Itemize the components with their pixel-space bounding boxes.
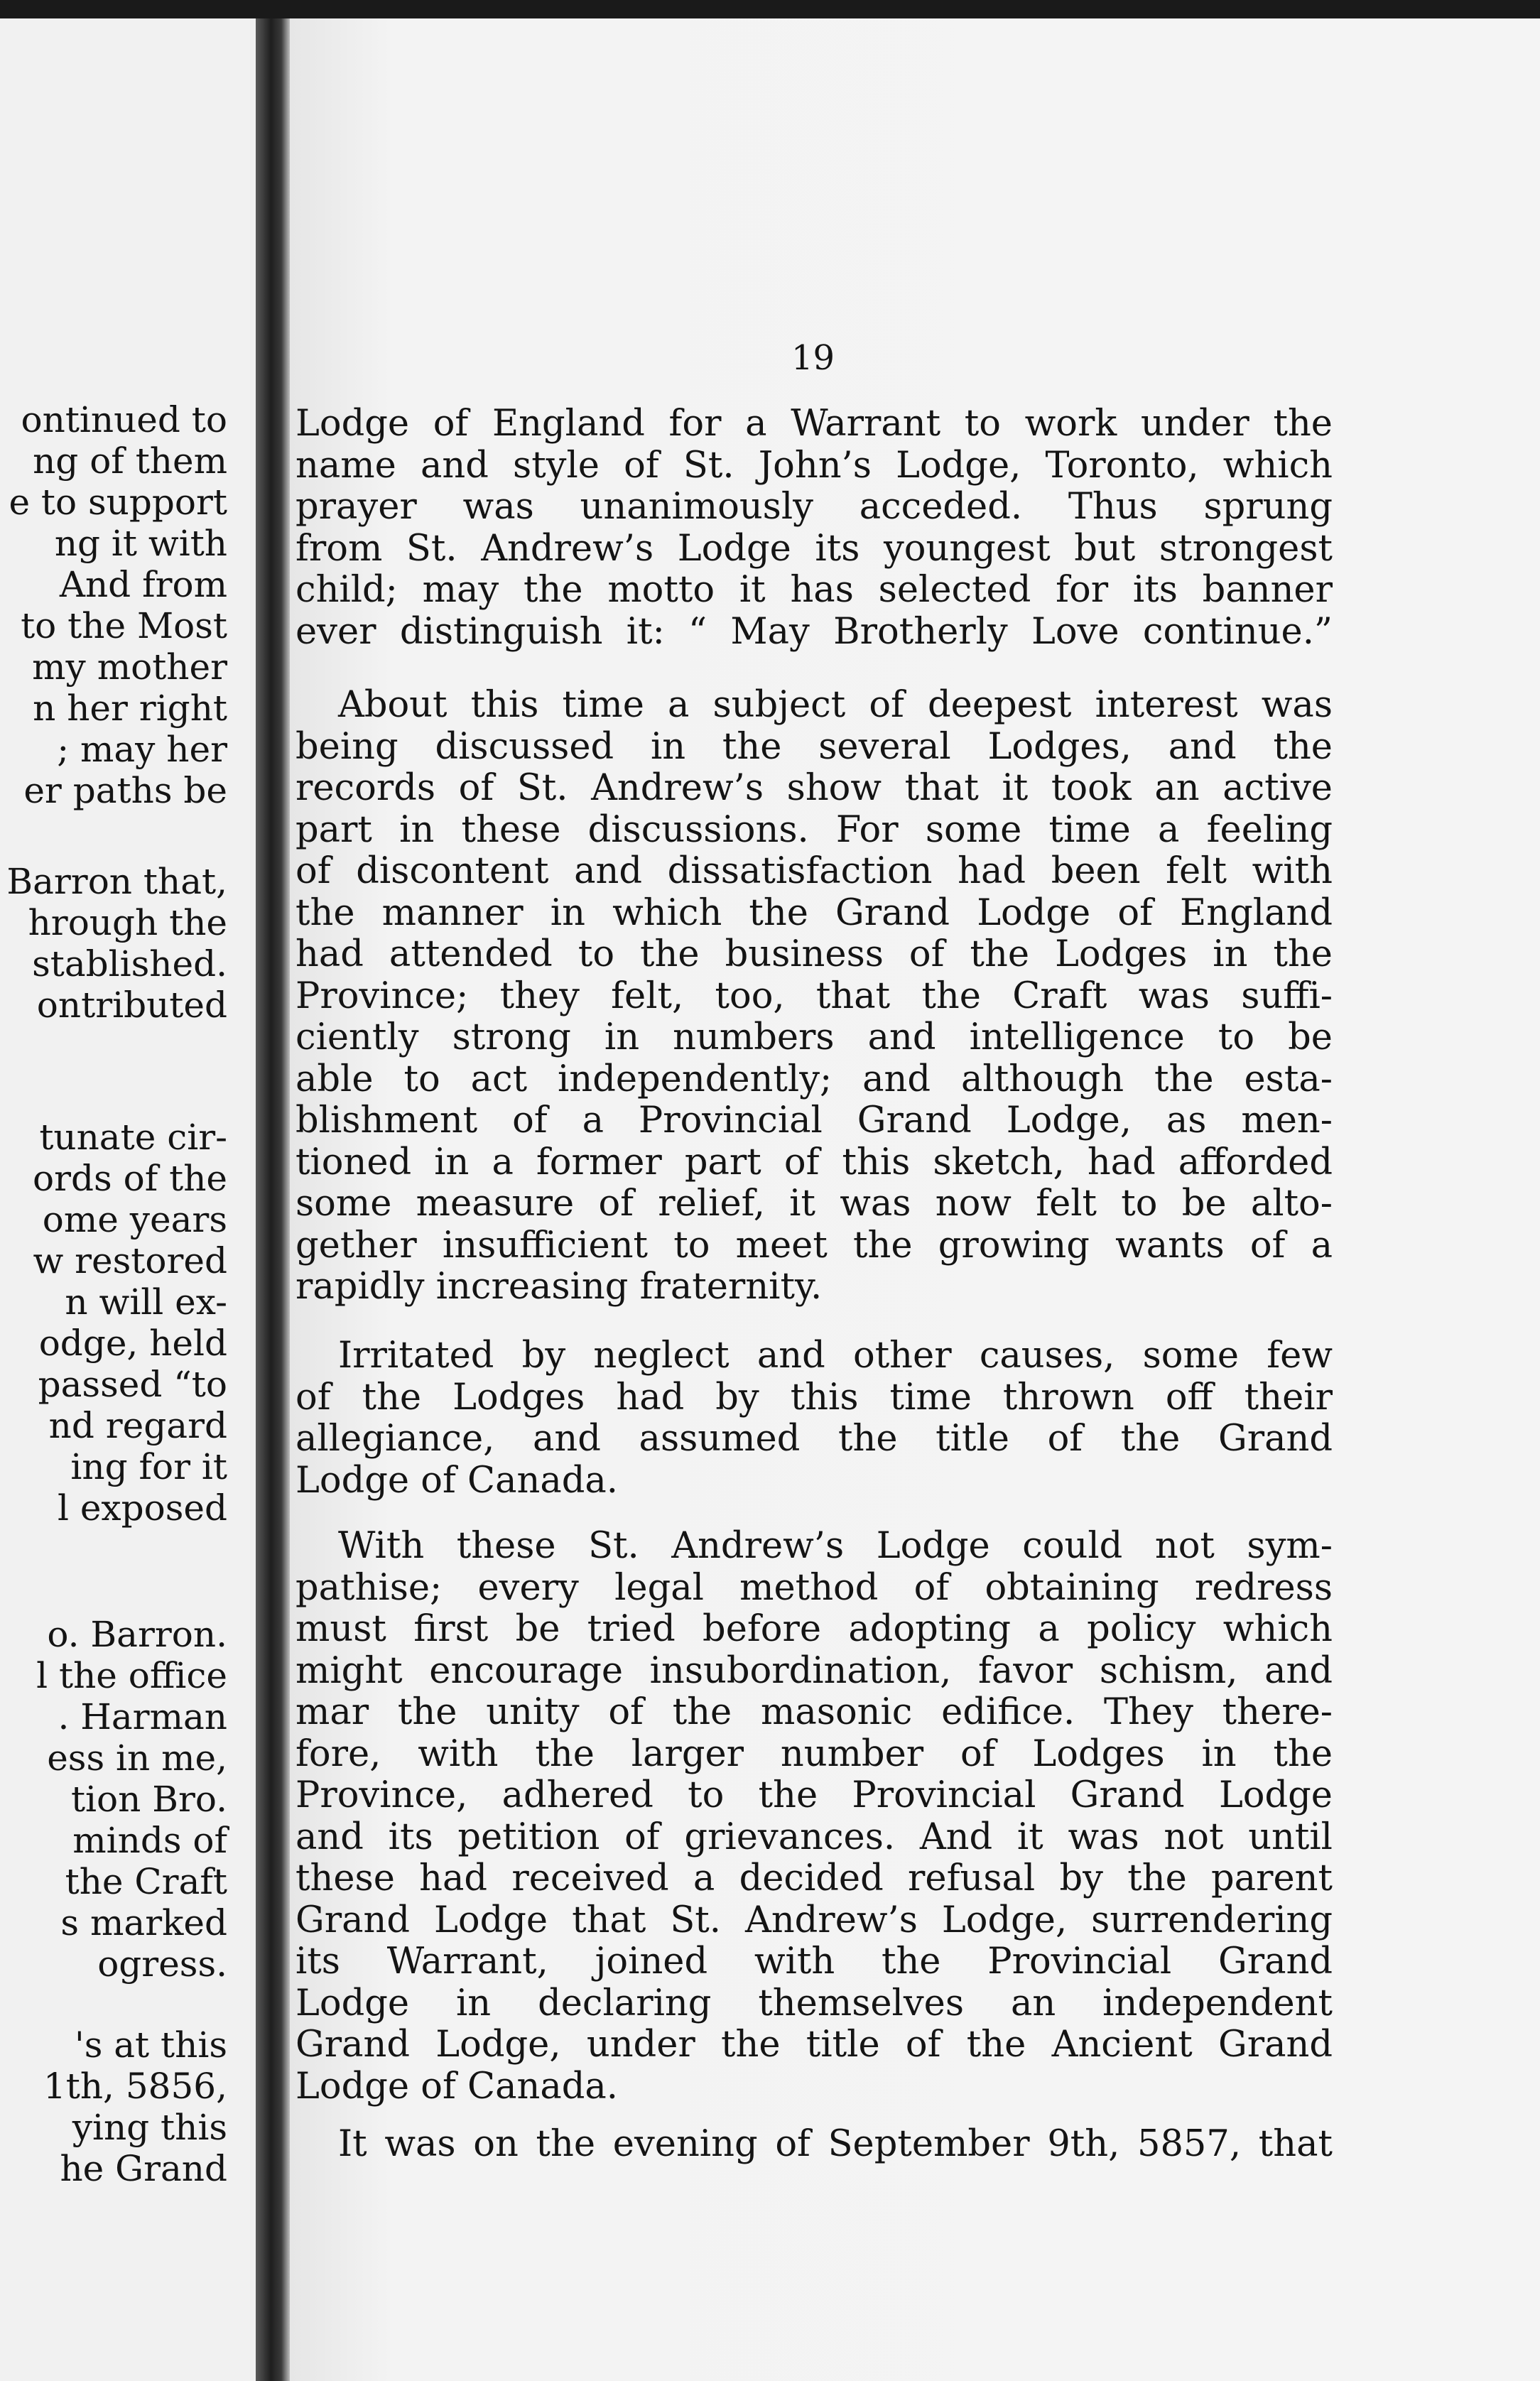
left-page-line: ; may her — [57, 729, 227, 770]
left-page-line: w restored — [33, 1240, 227, 1281]
scan-top-edge — [0, 0, 1540, 18]
paragraph-3 — [295, 1335, 1333, 1502]
left-page-line: stablished. — [32, 943, 227, 985]
text-line: the manner in which the Grand Lodge of England — [295, 891, 1333, 934]
text-line: Irritated by neglect and other causes, some few — [338, 1335, 1333, 1377]
left-page-line: o. Barron. — [47, 1614, 227, 1655]
text-line: Lodge of England for a Warrant to work under the — [295, 403, 1333, 445]
text-line: Grand Lodge, under the title of the Ancient Grand — [295, 2024, 1333, 2066]
text-line: some measure of relief, it was now felt to be alto- — [295, 1183, 1333, 1225]
text-line: these had received a decided refusal by the parent — [295, 1857, 1333, 1899]
text-line: and its petition of grievances. And it was not until — [295, 1816, 1333, 1858]
left-page-line: ontinued to — [21, 399, 227, 440]
book-gutter — [256, 18, 290, 2381]
text-line: part in these discussions. For some time a feeling — [295, 808, 1333, 851]
page-number: 19 — [791, 338, 835, 378]
left-page-line: ng of them — [33, 440, 227, 482]
text-line: allegiance, and assumed the title of the Grand — [295, 1418, 1333, 1460]
left-page-line: ogress. — [97, 1943, 227, 1985]
left-page-line: s marked — [60, 1902, 227, 1943]
paragraph-5 — [295, 2124, 1333, 2166]
text-line: Province, adhered to the Provincial Grand Lodge — [295, 1774, 1333, 1816]
text-line: might encourage insubordination, favor schism, and — [295, 1649, 1333, 1692]
left-page-line: l the office — [36, 1655, 227, 1696]
left-page-line: ing for it — [70, 1446, 227, 1487]
text-line: records of St. Andrew’s show that it took an active — [295, 767, 1333, 809]
left-page-fragment — [0, 18, 256, 2381]
text-line: Lodge in declaring themselves an independent — [295, 1982, 1333, 2024]
left-page-line: n will ex- — [65, 1281, 227, 1323]
text-line: of discontent and dissatisfaction had been felt with — [295, 850, 1333, 892]
paragraph-4 — [295, 1526, 1333, 2108]
left-page-line: odge, held — [38, 1323, 227, 1364]
text-line: from St. Andrew’s Lodge its youngest but strongest — [295, 527, 1333, 570]
text-line: being discussed in the several Lodges, and the — [295, 725, 1333, 768]
text-line: With these St. Andrew’s Lodge could not sym- — [338, 1525, 1333, 1567]
text-line: name and style of St. John’s Lodge, Toronto, which — [295, 444, 1333, 487]
left-page-line: ords of the — [33, 1158, 227, 1199]
text-line: It was on the evening of September 9th, 5857, that — [338, 2123, 1333, 2165]
left-page-line: And from — [59, 564, 227, 605]
left-page-line: ontributed — [36, 985, 227, 1026]
left-page-line: tion Bro. — [70, 1779, 227, 1820]
text-line: had attended to the business of the Lodges in the — [295, 933, 1333, 975]
left-page-line: tunate cir- — [39, 1117, 227, 1158]
text-line: ciently strong in numbers and intelligence to be — [295, 1016, 1333, 1058]
left-page-line: ess in me, — [47, 1737, 227, 1779]
left-page-line: er paths be — [23, 770, 227, 811]
left-page-line: ome years — [42, 1199, 227, 1240]
text-line: About this time a subject of deepest interest was — [338, 684, 1333, 726]
paragraph-2 — [295, 685, 1333, 1308]
left-page-line: my mother — [32, 646, 227, 688]
text-line: rapidly increasing fraternity. — [295, 1266, 823, 1308]
text-line: Lodge of Canada. — [295, 2065, 618, 2108]
left-page-line: hrough the — [28, 902, 227, 943]
left-page-line: n her right — [33, 688, 227, 729]
left-page-line: to the Most — [21, 605, 227, 646]
text-line: tioned in a former part of this sketch, had afforded — [295, 1141, 1333, 1183]
left-page-line: Barron that, — [6, 861, 227, 902]
text-line: Province; they felt, too, that the Craft was suffi- — [295, 975, 1333, 1017]
left-page-line: 's at this — [74, 2024, 227, 2066]
text-line: of the Lodges had by this time thrown off their — [295, 1376, 1333, 1419]
text-line: prayer was unanimously acceded. Thus sprung — [295, 486, 1333, 528]
left-page-line: minds of — [72, 1820, 227, 1861]
left-page-line: . Harman — [58, 1696, 227, 1737]
left-page-line: ng it with — [54, 523, 227, 564]
text-line: Grand Lodge that St. Andrew’s Lodge, surrendering — [295, 1899, 1333, 1941]
paragraph-1 — [295, 403, 1333, 653]
text-line: Lodge of Canada. — [295, 1459, 618, 1502]
text-line: mar the unity of the masonic edifice. They there- — [295, 1691, 1333, 1733]
text-line: blishment of a Provincial Grand Lodge, as men- — [295, 1100, 1333, 1141]
left-page-line: the Craft — [65, 1861, 227, 1902]
text-line: ever distinguish it: “ May Brotherly Love continue.” — [295, 610, 1333, 653]
text-line: child; may the motto it has selected for its banner — [295, 569, 1333, 611]
left-page-line: passed “to — [38, 1364, 227, 1405]
left-page-line: nd regard — [48, 1405, 227, 1446]
left-page-line: 1th, 5856, — [43, 2066, 227, 2107]
text-line: gether insufficient to meet the growing wants of a — [295, 1224, 1333, 1267]
text-line: able to act independently; and although the esta- — [295, 1058, 1333, 1100]
text-line: fore, with the larger number of Lodges in the — [295, 1732, 1333, 1775]
left-page-line: e to support — [9, 482, 227, 523]
text-line: pathise; every legal method of obtaining redress — [295, 1566, 1333, 1609]
text-line: its Warrant, joined with the Provincial Grand — [295, 1941, 1333, 1983]
left-page-line: l exposed — [57, 1487, 227, 1529]
left-page-line: ying this — [72, 2107, 227, 2148]
left-page-line: he Grand — [60, 2148, 227, 2189]
text-line: must first be tried before adopting a policy which — [295, 1608, 1333, 1650]
